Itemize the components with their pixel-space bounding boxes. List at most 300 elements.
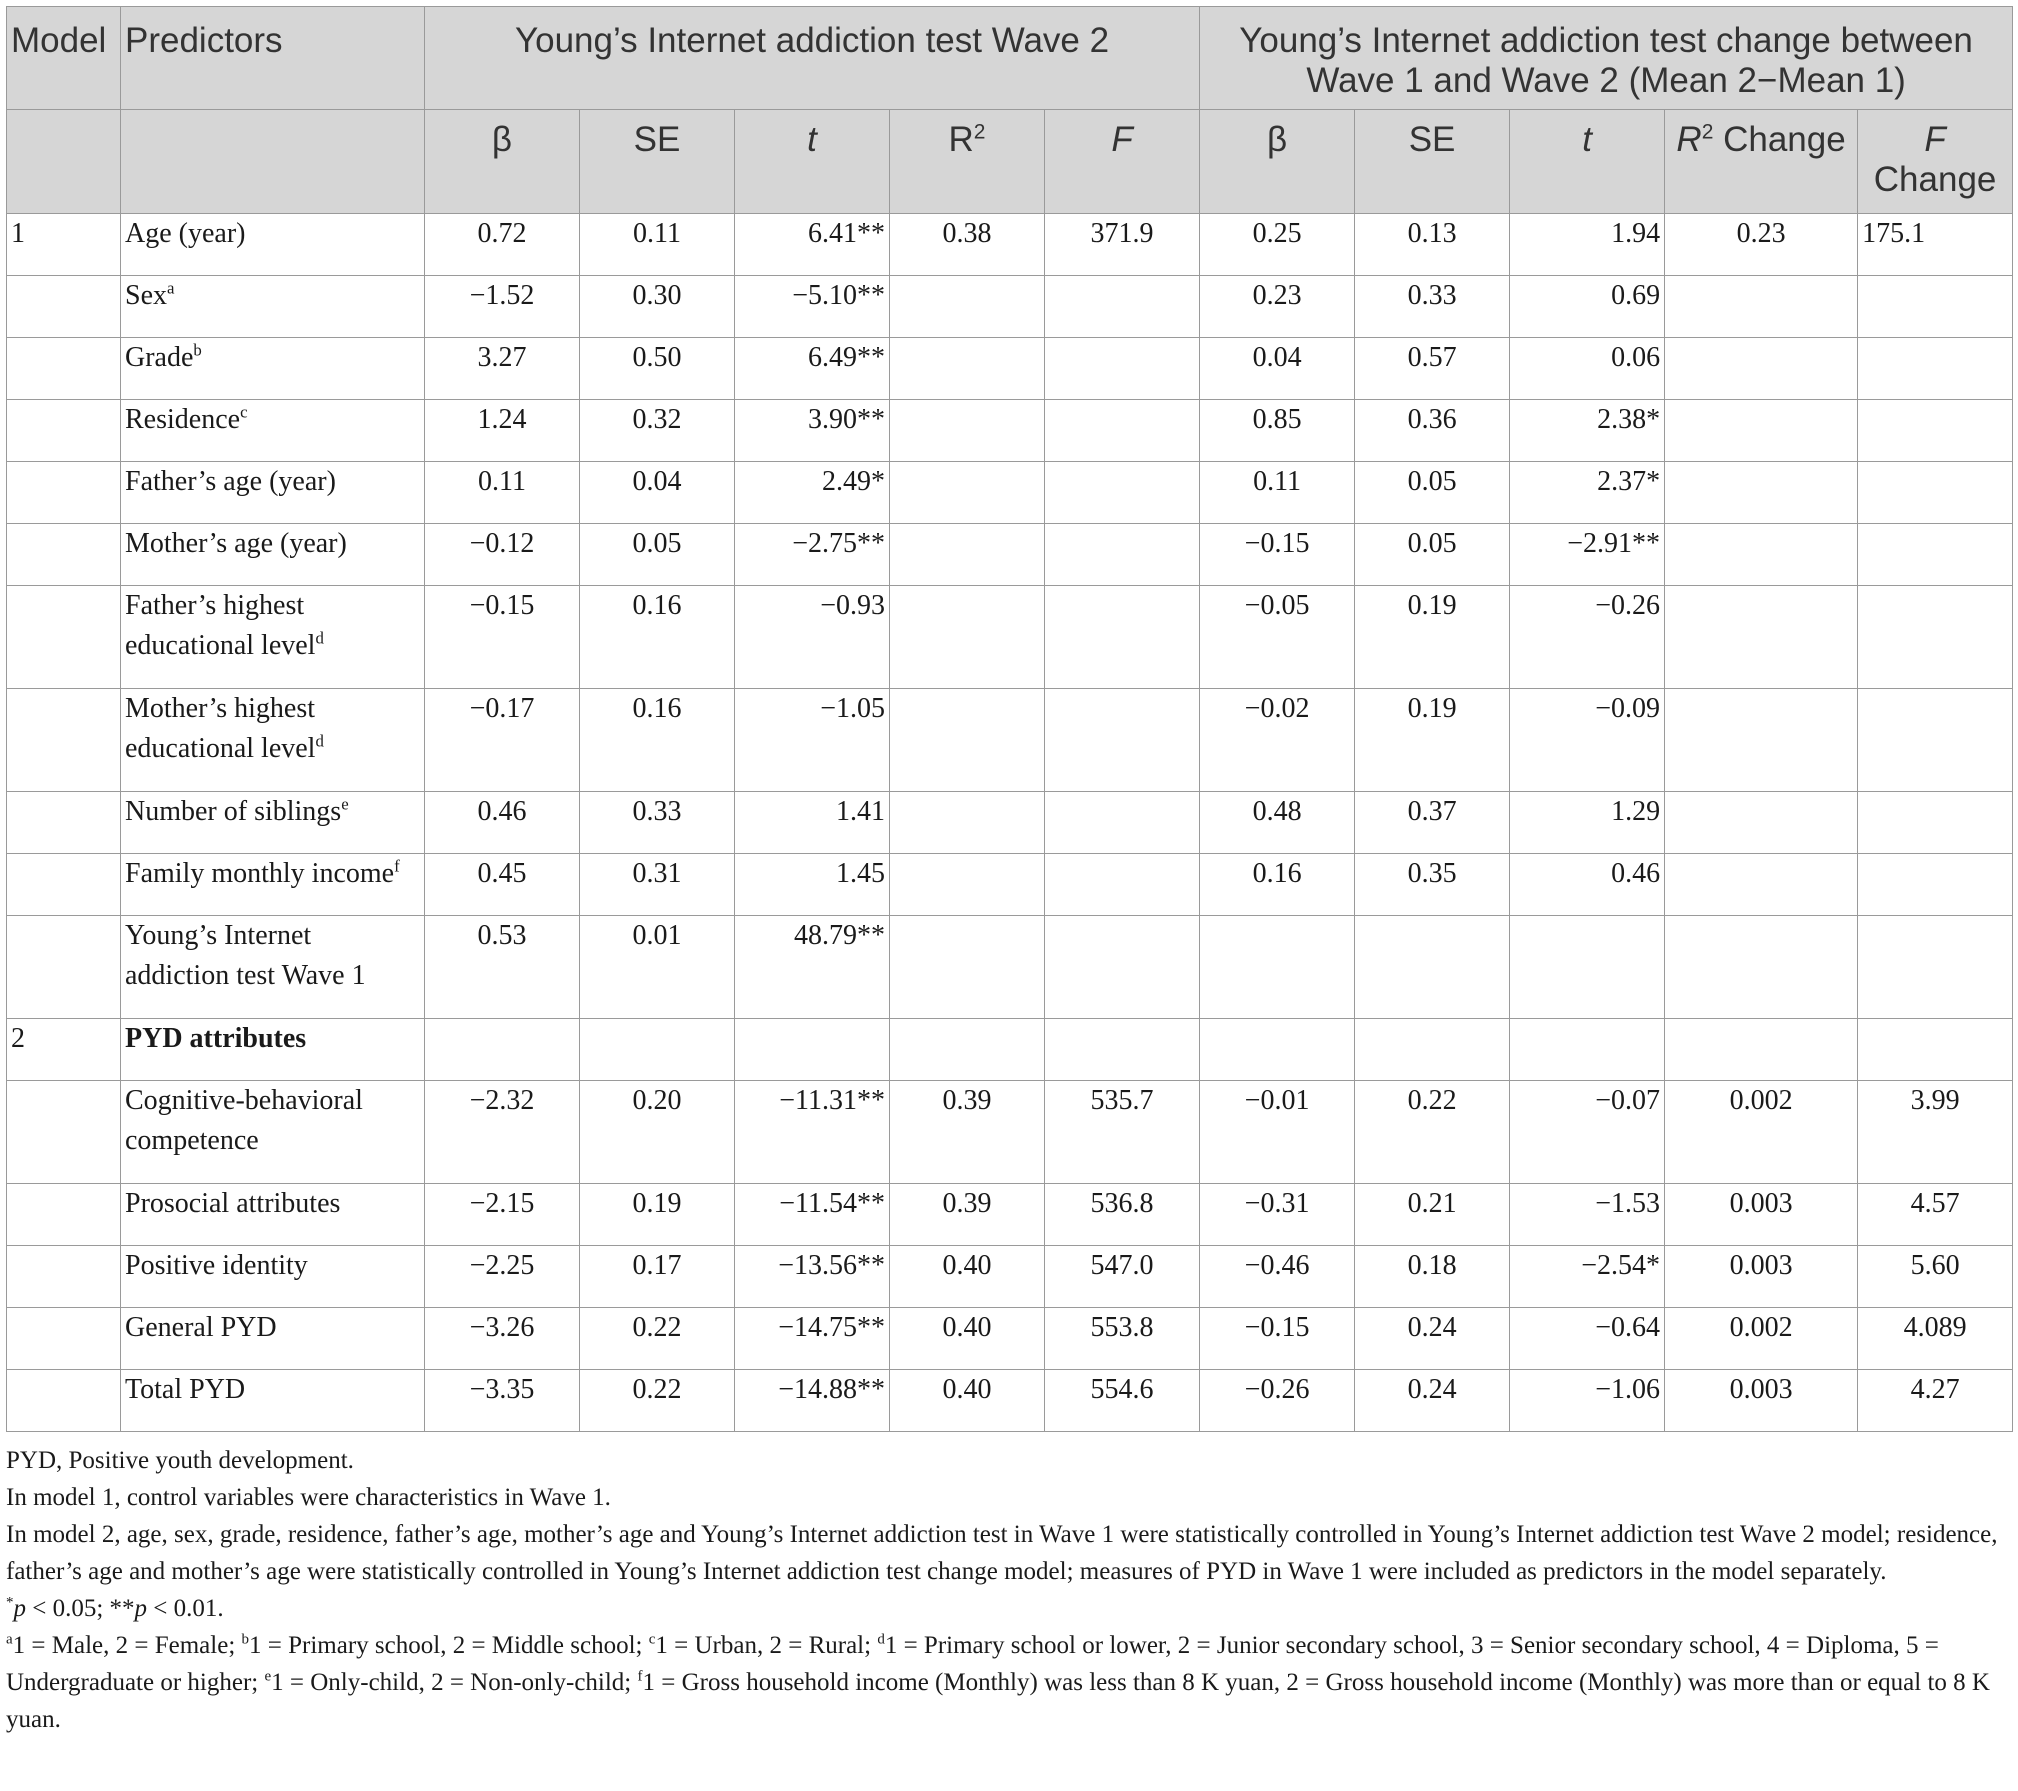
cell-se-change bbox=[1355, 916, 1510, 1019]
cell-beta-change: −0.46 bbox=[1200, 1246, 1355, 1308]
cell-t-change: 0.46 bbox=[1510, 854, 1665, 916]
cell-f bbox=[1045, 276, 1200, 338]
table-row bbox=[7, 214, 2013, 276]
cell-t-wave2: −0.93 bbox=[735, 586, 890, 689]
cell-t-change: −0.26 bbox=[1510, 586, 1665, 689]
footnote-marker: e bbox=[341, 794, 349, 814]
cell-r2: 0.38 bbox=[890, 214, 1045, 276]
cell-f-change bbox=[1858, 586, 2013, 689]
predictor-label: Residence bbox=[125, 404, 241, 435]
cell-beta-wave2: 0.53 bbox=[425, 916, 580, 1019]
cell-predictor bbox=[121, 214, 425, 276]
cell-f-change bbox=[1858, 1019, 2013, 1081]
cell-se-change: 0.18 bbox=[1355, 1246, 1510, 1308]
cell-beta-change: −0.15 bbox=[1200, 524, 1355, 586]
footnote-e-mark: e bbox=[264, 1668, 272, 1685]
cell-t-wave2: −2.75** bbox=[735, 524, 890, 586]
cell-f-change: 3.99 bbox=[1858, 1081, 2013, 1184]
cell-r2 bbox=[890, 1019, 1045, 1081]
table-row bbox=[7, 1184, 2013, 1246]
cell-beta-change: 0.25 bbox=[1200, 214, 1355, 276]
predictor-label: General PYD bbox=[125, 1312, 277, 1343]
cell-r2-change bbox=[1665, 276, 1858, 338]
cell-se-wave2: 0.17 bbox=[580, 1246, 735, 1308]
cell-t-change: −0.09 bbox=[1510, 689, 1665, 792]
cell-beta-change: 0.85 bbox=[1200, 400, 1355, 462]
cell-predictor bbox=[121, 338, 425, 400]
footnote-c: 1 = Urban, 2 = Rural; bbox=[655, 1632, 878, 1659]
predictor-label: Total PYD bbox=[125, 1374, 246, 1405]
header-fc-italic: F bbox=[1924, 120, 1946, 159]
cell-r2-change bbox=[1665, 689, 1858, 792]
footnote-marker: c bbox=[240, 402, 248, 422]
cell-t-wave2: −14.75** bbox=[735, 1308, 890, 1370]
cell-f bbox=[1045, 1019, 1200, 1081]
cell-predictor bbox=[121, 524, 425, 586]
table-row bbox=[7, 1308, 2013, 1370]
cell-beta-wave2: 1.24 bbox=[425, 400, 580, 462]
header-se-change: SE bbox=[1355, 110, 1510, 214]
cell-t-change: 1.94 bbox=[1510, 214, 1665, 276]
cell-beta-wave2: −3.26 bbox=[425, 1308, 580, 1370]
cell-r2-change: 0.003 bbox=[1665, 1184, 1858, 1246]
cell-se-wave2: 0.16 bbox=[580, 586, 735, 689]
cell-t-change: −1.53 bbox=[1510, 1184, 1665, 1246]
cell-t-wave2: 48.79** bbox=[735, 916, 890, 1019]
cell-r2 bbox=[890, 338, 1045, 400]
cell-f-change bbox=[1858, 462, 2013, 524]
cell-model bbox=[7, 276, 121, 338]
header-fc-rest: Change bbox=[1873, 160, 1997, 199]
cell-model bbox=[7, 1081, 121, 1184]
cell-beta-change: −0.01 bbox=[1200, 1081, 1355, 1184]
cell-f-change: 5.60 bbox=[1858, 1246, 2013, 1308]
cell-beta-wave2: 0.45 bbox=[425, 854, 580, 916]
cell-beta-wave2: −0.12 bbox=[425, 524, 580, 586]
cell-model bbox=[7, 462, 121, 524]
note-sig-mid: < 0.05; ** bbox=[26, 1595, 135, 1622]
cell-f bbox=[1045, 689, 1200, 792]
cell-t-change: −1.06 bbox=[1510, 1370, 1665, 1432]
cell-r2-change: 0.002 bbox=[1665, 1308, 1858, 1370]
cell-beta-change: −0.15 bbox=[1200, 1308, 1355, 1370]
predictor-label: PYD attributes bbox=[125, 1023, 307, 1054]
cell-beta-change: 0.11 bbox=[1200, 462, 1355, 524]
cell-r2 bbox=[890, 462, 1045, 524]
cell-r2-change bbox=[1665, 338, 1858, 400]
cell-se-wave2: 0.04 bbox=[580, 462, 735, 524]
footnote-e: 1 = Only-child, 2 = Non-only-child; bbox=[271, 1669, 638, 1696]
table-row bbox=[7, 524, 2013, 586]
cell-beta-change bbox=[1200, 1019, 1355, 1081]
table-row bbox=[7, 854, 2013, 916]
cell-r2 bbox=[890, 276, 1045, 338]
cell-se-change: 0.33 bbox=[1355, 276, 1510, 338]
cell-beta-change: −0.02 bbox=[1200, 689, 1355, 792]
cell-se-wave2: 0.01 bbox=[580, 916, 735, 1019]
header-f-text: F bbox=[1111, 120, 1133, 159]
cell-se-wave2: 0.16 bbox=[580, 689, 735, 792]
cell-r2 bbox=[890, 792, 1045, 854]
cell-predictor bbox=[121, 689, 425, 792]
footnote-f: 1 = Gross household income (Monthly) was less than 8 K yuan, 2 = Gross household income (Monthly) was more than or equal to 8 K yuan. bbox=[6, 1669, 1990, 1733]
cell-t-change: 0.69 bbox=[1510, 276, 1665, 338]
cell-model bbox=[7, 689, 121, 792]
cell-model bbox=[7, 338, 121, 400]
cell-se-wave2: 0.20 bbox=[580, 1081, 735, 1184]
header-beta-wave2: β bbox=[425, 110, 580, 214]
cell-model bbox=[7, 916, 121, 1019]
footnote-marker: b bbox=[193, 340, 202, 360]
cell-f-change bbox=[1858, 524, 2013, 586]
footnote-marker: d bbox=[315, 731, 324, 751]
predictor-label: Mother’s highest educational level bbox=[125, 693, 316, 764]
footnote-a-mark: a bbox=[6, 1631, 13, 1648]
cell-beta-wave2: −2.25 bbox=[425, 1246, 580, 1308]
predictor-label: Prosocial attributes bbox=[125, 1188, 341, 1219]
cell-r2 bbox=[890, 586, 1045, 689]
footnote-b-mark: b bbox=[241, 1631, 250, 1648]
header-model: Model bbox=[7, 7, 121, 110]
header-se-wave2: SE bbox=[580, 110, 735, 214]
note-model2: In model 2, age, sex, grade, residence, father’s age, mother’s age and Young’s Internet addiction test in Wave 1 were statistically controlled in Young’s Internet addiction test Wave 2 model; residence, father’s age and mother’s age were statistically controlled in Young’s Internet addiction test change model; measures of PYD in Wave 1 were included as predictors in the model separately. bbox=[6, 1521, 1998, 1585]
header-t-change bbox=[1510, 110, 1665, 214]
cell-f-change bbox=[1858, 338, 2013, 400]
cell-t-change: 0.06 bbox=[1510, 338, 1665, 400]
predictor-label: Positive identity bbox=[125, 1250, 308, 1281]
footnote-d-mark: d bbox=[877, 1631, 885, 1648]
footnote-marker: f bbox=[394, 856, 400, 876]
header-group-wave2: Young’s Internet addiction test Wave 2 bbox=[425, 7, 1200, 110]
cell-se-wave2 bbox=[580, 1019, 735, 1081]
cell-t-wave2: −1.05 bbox=[735, 689, 890, 792]
cell-r2 bbox=[890, 524, 1045, 586]
cell-f bbox=[1045, 400, 1200, 462]
predictor-label: Sex bbox=[125, 280, 167, 311]
cell-se-change: 0.22 bbox=[1355, 1081, 1510, 1184]
predictor-label: Grade bbox=[125, 342, 194, 373]
cell-r2 bbox=[890, 916, 1045, 1019]
cell-se-wave2: 0.33 bbox=[580, 792, 735, 854]
footnote-c-mark: c bbox=[648, 1631, 656, 1648]
cell-t-change: 1.29 bbox=[1510, 792, 1665, 854]
cell-r2 bbox=[890, 400, 1045, 462]
cell-predictor bbox=[121, 1019, 425, 1081]
cell-se-wave2: 0.31 bbox=[580, 854, 735, 916]
note-model1: In model 1, control variables were characteristics in Wave 1. bbox=[6, 1484, 611, 1511]
table-row bbox=[7, 1019, 2013, 1081]
cell-predictor bbox=[121, 792, 425, 854]
predictor-label: Age (year) bbox=[125, 218, 246, 249]
cell-beta-wave2: 0.46 bbox=[425, 792, 580, 854]
cell-predictor bbox=[121, 1246, 425, 1308]
cell-predictor bbox=[121, 400, 425, 462]
predictor-label: Mother’s age (year) bbox=[125, 528, 347, 559]
cell-r2-change: 0.003 bbox=[1665, 1246, 1858, 1308]
header-f-change bbox=[1858, 110, 2013, 214]
cell-f: 371.9 bbox=[1045, 214, 1200, 276]
cell-predictor bbox=[121, 462, 425, 524]
cell-se-change: 0.19 bbox=[1355, 689, 1510, 792]
cell-model bbox=[7, 400, 121, 462]
header-t-wave2 bbox=[735, 110, 890, 214]
cell-t-change: −0.07 bbox=[1510, 1081, 1665, 1184]
cell-t-wave2: 1.41 bbox=[735, 792, 890, 854]
cell-r2-change bbox=[1665, 400, 1858, 462]
table-notes bbox=[6, 1442, 2012, 1738]
header-predictors: Predictors bbox=[121, 7, 425, 110]
cell-r2-change: 0.23 bbox=[1665, 214, 1858, 276]
cell-beta-wave2: −0.15 bbox=[425, 586, 580, 689]
note-significance bbox=[6, 1590, 2012, 1627]
note-sig-p1: p bbox=[13, 1595, 26, 1622]
cell-t-wave2: 2.49* bbox=[735, 462, 890, 524]
cell-beta-change: −0.31 bbox=[1200, 1184, 1355, 1246]
predictor-label: Young’s Internet addiction test Wave 1 bbox=[125, 920, 366, 991]
cell-t-wave2: −11.31** bbox=[735, 1081, 890, 1184]
cell-f-change: 4.57 bbox=[1858, 1184, 2013, 1246]
cell-beta-wave2 bbox=[425, 1019, 580, 1081]
cell-r2-change bbox=[1665, 586, 1858, 689]
cell-predictor bbox=[121, 1081, 425, 1184]
cell-f: 553.8 bbox=[1045, 1308, 1200, 1370]
cell-predictor bbox=[121, 276, 425, 338]
cell-r2-change bbox=[1665, 1019, 1858, 1081]
header-r2 bbox=[890, 110, 1045, 214]
cell-model: 1 bbox=[7, 214, 121, 276]
cell-model bbox=[7, 1246, 121, 1308]
cell-t-change: 2.37* bbox=[1510, 462, 1665, 524]
footnote-marker: a bbox=[167, 278, 175, 298]
header-r2-base: R bbox=[948, 120, 974, 159]
cell-f-change bbox=[1858, 916, 2013, 1019]
cell-t-wave2: −5.10** bbox=[735, 276, 890, 338]
cell-r2: 0.39 bbox=[890, 1184, 1045, 1246]
header-f bbox=[1045, 110, 1200, 214]
cell-beta-wave2: −2.32 bbox=[425, 1081, 580, 1184]
cell-beta-wave2: 0.72 bbox=[425, 214, 580, 276]
cell-beta-change: 0.48 bbox=[1200, 792, 1355, 854]
cell-predictor bbox=[121, 854, 425, 916]
cell-se-wave2: 0.22 bbox=[580, 1370, 735, 1432]
header-r2c-base: R bbox=[1676, 120, 1702, 159]
header-empty-model bbox=[7, 110, 121, 214]
cell-f-change bbox=[1858, 400, 2013, 462]
table-row bbox=[7, 586, 2013, 689]
cell-model bbox=[7, 854, 121, 916]
cell-r2-change: 0.002 bbox=[1665, 1081, 1858, 1184]
table-row bbox=[7, 276, 2013, 338]
table-row bbox=[7, 462, 2013, 524]
cell-t-change bbox=[1510, 916, 1665, 1019]
regression-table bbox=[6, 6, 2013, 1432]
table-row bbox=[7, 1370, 2013, 1432]
cell-r2-change bbox=[1665, 854, 1858, 916]
cell-t-wave2: 6.41** bbox=[735, 214, 890, 276]
table-row bbox=[7, 338, 2013, 400]
cell-t-wave2: −11.54** bbox=[735, 1184, 890, 1246]
cell-se-change: 0.19 bbox=[1355, 586, 1510, 689]
footnote-marker: d bbox=[315, 628, 324, 648]
cell-model bbox=[7, 524, 121, 586]
table-row bbox=[7, 400, 2013, 462]
predictor-label: Father’s age (year) bbox=[125, 466, 336, 497]
cell-se-wave2: 0.19 bbox=[580, 1184, 735, 1246]
cell-predictor bbox=[121, 586, 425, 689]
predictor-label: Cognitive-behavioral competence bbox=[125, 1085, 363, 1156]
cell-se-change: 0.35 bbox=[1355, 854, 1510, 916]
cell-t-wave2: 3.90** bbox=[735, 400, 890, 462]
predictor-label: Father’s highest educational level bbox=[125, 590, 316, 661]
cell-r2: 0.40 bbox=[890, 1370, 1045, 1432]
cell-r2: 0.39 bbox=[890, 1081, 1045, 1184]
cell-f: 554.6 bbox=[1045, 1370, 1200, 1432]
cell-se-wave2: 0.32 bbox=[580, 400, 735, 462]
note-sig-end: < 0.01. bbox=[147, 1595, 224, 1622]
header-group-change: Young’s Internet addiction test change between Wave 1 and Wave 2 (Mean 2−Mean 1) bbox=[1200, 7, 2013, 110]
header-r2c-sup: 2 bbox=[1701, 120, 1714, 144]
note-sig-star: * bbox=[6, 1594, 14, 1611]
note-pyd: PYD, Positive youth development. bbox=[6, 1447, 354, 1474]
cell-beta-change: 0.23 bbox=[1200, 276, 1355, 338]
cell-t-wave2: 1.45 bbox=[735, 854, 890, 916]
cell-beta-change bbox=[1200, 916, 1355, 1019]
cell-beta-change: 0.04 bbox=[1200, 338, 1355, 400]
note-sig-p2: p bbox=[134, 1595, 148, 1622]
cell-f: 547.0 bbox=[1045, 1246, 1200, 1308]
cell-model bbox=[7, 1308, 121, 1370]
cell-f-change: 4.089 bbox=[1858, 1308, 2013, 1370]
cell-f bbox=[1045, 462, 1200, 524]
cell-beta-wave2: −1.52 bbox=[425, 276, 580, 338]
cell-t-change: −2.54* bbox=[1510, 1246, 1665, 1308]
cell-f: 535.7 bbox=[1045, 1081, 1200, 1184]
note-footnotes bbox=[6, 1627, 2012, 1738]
cell-r2 bbox=[890, 854, 1045, 916]
footnote-d: 1 = Primary school or lower, 2 = Junior secondary school, 3 = Senior secondary school, 4 = Diploma, 5 = Undergraduate or higher; bbox=[6, 1632, 1939, 1696]
cell-f-change bbox=[1858, 276, 2013, 338]
cell-r2-change: 0.003 bbox=[1665, 1370, 1858, 1432]
cell-se-wave2: 0.50 bbox=[580, 338, 735, 400]
cell-t-change: −2.91** bbox=[1510, 524, 1665, 586]
footnote-f-mark: f bbox=[637, 1668, 643, 1685]
cell-model bbox=[7, 586, 121, 689]
header-t-change-text: t bbox=[1582, 120, 1592, 159]
cell-f bbox=[1045, 854, 1200, 916]
cell-se-change: 0.24 bbox=[1355, 1370, 1510, 1432]
cell-f bbox=[1045, 916, 1200, 1019]
cell-se-change: 0.57 bbox=[1355, 338, 1510, 400]
header-r2-change bbox=[1665, 110, 1858, 214]
cell-model: 2 bbox=[7, 1019, 121, 1081]
cell-r2-change bbox=[1665, 916, 1858, 1019]
table-body bbox=[7, 214, 2013, 1432]
header-empty-predictors bbox=[121, 110, 425, 214]
table-row bbox=[7, 1246, 2013, 1308]
header-beta-change: β bbox=[1200, 110, 1355, 214]
header-r2c-rest: Change bbox=[1713, 120, 1846, 159]
cell-beta-change: 0.16 bbox=[1200, 854, 1355, 916]
header-row-groups bbox=[7, 7, 2013, 110]
cell-model bbox=[7, 1184, 121, 1246]
cell-se-change: 0.05 bbox=[1355, 524, 1510, 586]
cell-predictor bbox=[121, 1184, 425, 1246]
cell-se-change: 0.13 bbox=[1355, 214, 1510, 276]
cell-t-wave2: −14.88** bbox=[735, 1370, 890, 1432]
cell-r2-change bbox=[1665, 462, 1858, 524]
cell-t-wave2: −13.56** bbox=[735, 1246, 890, 1308]
cell-t-change: 2.38* bbox=[1510, 400, 1665, 462]
table-row bbox=[7, 1081, 2013, 1184]
cell-model bbox=[7, 1370, 121, 1432]
cell-se-change: 0.24 bbox=[1355, 1308, 1510, 1370]
cell-se-change: 0.05 bbox=[1355, 462, 1510, 524]
footnote-a: 1 = Male, 2 = Female; bbox=[12, 1632, 242, 1659]
header-r2-sup: 2 bbox=[973, 120, 986, 144]
cell-r2: 0.40 bbox=[890, 1308, 1045, 1370]
cell-f bbox=[1045, 792, 1200, 854]
cell-se-wave2: 0.30 bbox=[580, 276, 735, 338]
cell-f-change bbox=[1858, 854, 2013, 916]
cell-beta-wave2: −0.17 bbox=[425, 689, 580, 792]
cell-f-change: 175.1 bbox=[1858, 214, 2013, 276]
cell-f-change bbox=[1858, 689, 2013, 792]
cell-se-change: 0.36 bbox=[1355, 400, 1510, 462]
cell-se-change: 0.37 bbox=[1355, 792, 1510, 854]
table-row bbox=[7, 792, 2013, 854]
cell-predictor bbox=[121, 916, 425, 1019]
cell-beta-change: −0.26 bbox=[1200, 1370, 1355, 1432]
cell-beta-wave2: 3.27 bbox=[425, 338, 580, 400]
cell-r2-change bbox=[1665, 792, 1858, 854]
cell-se-wave2: 0.05 bbox=[580, 524, 735, 586]
cell-r2-change bbox=[1665, 524, 1858, 586]
cell-f bbox=[1045, 586, 1200, 689]
cell-f bbox=[1045, 524, 1200, 586]
cell-beta-wave2: −3.35 bbox=[425, 1370, 580, 1432]
table-row bbox=[7, 916, 2013, 1019]
predictor-label: Number of siblings bbox=[125, 796, 342, 827]
cell-model bbox=[7, 792, 121, 854]
cell-se-wave2: 0.22 bbox=[580, 1308, 735, 1370]
cell-se-change: 0.21 bbox=[1355, 1184, 1510, 1246]
cell-f bbox=[1045, 338, 1200, 400]
cell-beta-wave2: 0.11 bbox=[425, 462, 580, 524]
cell-se-wave2: 0.11 bbox=[580, 214, 735, 276]
cell-predictor bbox=[121, 1308, 425, 1370]
cell-t-wave2 bbox=[735, 1019, 890, 1081]
table-container bbox=[6, 6, 2012, 1738]
footnote-b: 1 = Primary school, 2 = Middle school; bbox=[249, 1632, 649, 1659]
predictor-label: Family monthly income bbox=[125, 858, 395, 889]
header-t-wave2-text: t bbox=[807, 120, 817, 159]
cell-beta-wave2: −2.15 bbox=[425, 1184, 580, 1246]
cell-f-change: 4.27 bbox=[1858, 1370, 2013, 1432]
cell-f-change bbox=[1858, 792, 2013, 854]
cell-f: 536.8 bbox=[1045, 1184, 1200, 1246]
cell-t-wave2: 6.49** bbox=[735, 338, 890, 400]
cell-beta-change: −0.05 bbox=[1200, 586, 1355, 689]
cell-r2: 0.40 bbox=[890, 1246, 1045, 1308]
cell-predictor bbox=[121, 1370, 425, 1432]
header-row-stats bbox=[7, 110, 2013, 214]
cell-r2 bbox=[890, 689, 1045, 792]
cell-se-change bbox=[1355, 1019, 1510, 1081]
table-header bbox=[7, 7, 2013, 214]
cell-t-change: −0.64 bbox=[1510, 1308, 1665, 1370]
cell-t-change bbox=[1510, 1019, 1665, 1081]
table-row bbox=[7, 689, 2013, 792]
